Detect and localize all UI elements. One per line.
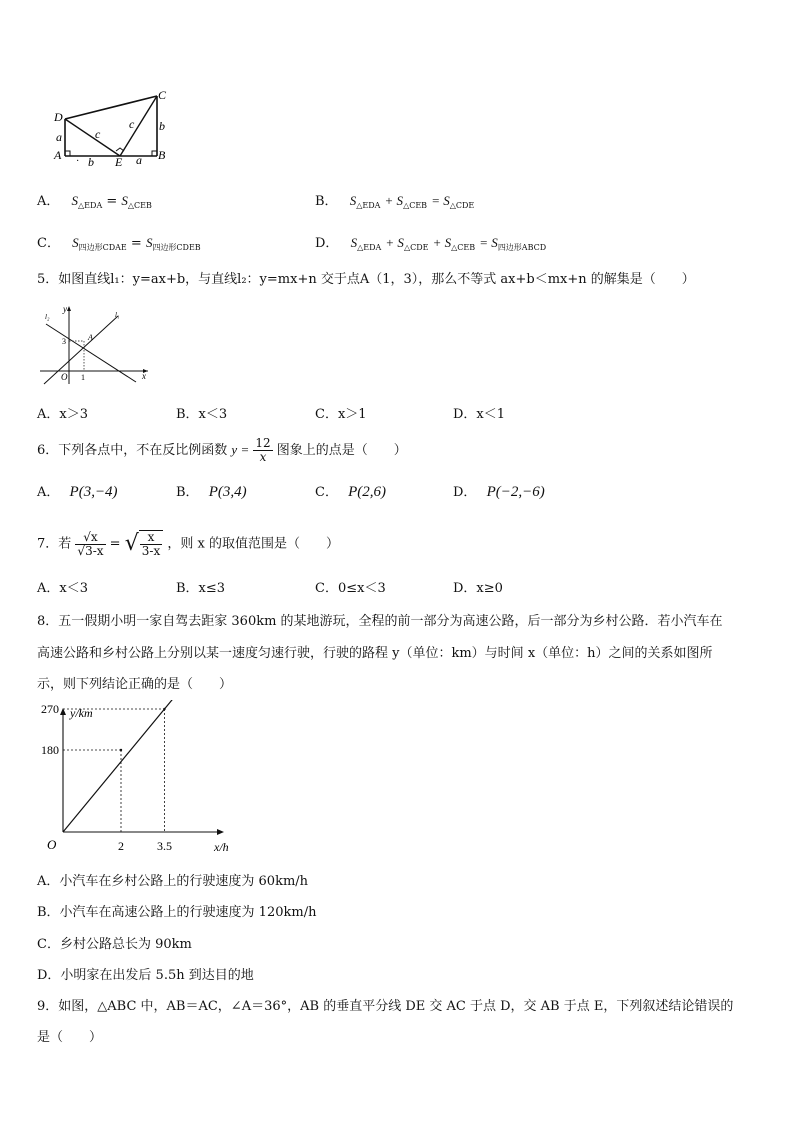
- q6-option-c[interactable]: C． P(2,6): [315, 484, 386, 500]
- q7-stem: 7．若 $\frac{√x}{√3-x}$ = √ $\frac{x}{3-x}$ ，则 x 的取值范围是（ ）: [37, 529, 339, 558]
- label-dot: ·: [76, 156, 80, 167]
- q4-option-d[interactable]: D． $S_{\triangle EDA} + S_{\triangle CDE} + S_{\triangle CEB} = S_{四边形ABCD}$: [315, 235, 547, 252]
- label-A: A: [54, 148, 62, 162]
- q6-option-b[interactable]: B． P(3,4): [176, 484, 247, 500]
- q5-l2: l₂: [45, 313, 50, 321]
- label-a-bottom: a: [136, 153, 142, 167]
- y-tick-label-1: 180: [41, 743, 59, 757]
- x-axis-arrow: [217, 829, 224, 835]
- q5-origin: O: [61, 372, 68, 382]
- q6-option-a[interactable]: A． P(3,−4): [37, 484, 118, 500]
- y-tick-label-2: 270: [41, 702, 59, 716]
- x-tick-label-1: 2: [118, 839, 124, 853]
- q8-option-b[interactable]: B．小汽车在高速公路上的行驶速度为 120km/h: [37, 905, 317, 920]
- q6-stem: 6．下列各点中，不在反比例函数 y = $\frac{12}{x}$ 图象上的点是（ ）: [37, 436, 407, 464]
- q9-line1: 9．如图，△ABC 中，AB＝AC，∠A＝36°，AB 的垂直平分线 DE 交 AC 于点 D，交 AB 于点 E，下列叙述结论错误的: [37, 999, 734, 1014]
- q8-distance-time-chart: [32, 700, 242, 860]
- q7-option-d[interactable]: D．x≥0: [453, 581, 503, 596]
- q5-tick-1: 1: [81, 373, 85, 382]
- q6-fraction: $\frac{12}{x}$: [255, 436, 271, 464]
- q4-option-a[interactable]: A． $S_{\triangle EDA} = S_{\triangle CEB}$: [37, 193, 152, 210]
- q5-stem: 5．如图直线l₁：y=ax+b，与直线l₂：y=mx+n 交于点A（1，3），那么不等式 ax+b＜mx+n 的解集是（ ）: [37, 272, 695, 287]
- label-a-left: a: [56, 130, 62, 144]
- label-E: E: [115, 155, 123, 168]
- q7-option-b[interactable]: B．x≤3: [176, 581, 226, 596]
- q5-axis-x: x: [142, 371, 146, 381]
- label-b-right: b: [159, 119, 165, 133]
- label-B: B: [158, 148, 166, 162]
- q5-axis-y: y: [63, 304, 67, 314]
- q8-line1: 8．五一假期小明一家自驾去距家 360km 的某地游玩，全程的前一部分为高速公路，后一部分为乡村公路．若小汽车在: [37, 614, 723, 629]
- label-c-left: c: [95, 127, 101, 141]
- q5-point-A: A: [88, 333, 93, 342]
- q8-option-a[interactable]: A．小汽车在乡村公路上的行驶速度为 60km/h: [37, 874, 309, 889]
- label-C: C: [158, 88, 167, 102]
- q8-option-c[interactable]: C．乡村公路总长为 90km: [37, 937, 192, 952]
- data-point-1: [120, 749, 122, 751]
- y-axis-label: y/km: [70, 706, 93, 720]
- x-tick-label-2: 3.5: [157, 839, 172, 853]
- q9-line2: 是（ ）: [37, 1030, 103, 1045]
- origin-label: O: [47, 837, 57, 852]
- q5-tick-3: 3: [62, 337, 66, 346]
- q5-lines-figure: [40, 304, 152, 386]
- q8-line3: 示，则下列结论正确的是（ ）: [37, 677, 233, 692]
- q5-l1: l₁: [115, 311, 120, 319]
- q8-option-d[interactable]: D．小明家在出发后 5.5h 到达目的地: [37, 968, 254, 983]
- q7-left-fraction: $\frac{√x}{√3-x}$: [77, 529, 104, 558]
- q7-option-a[interactable]: A．x＜3: [37, 581, 88, 596]
- label-D: D: [54, 110, 63, 124]
- q5-option-b[interactable]: B．x＜3: [176, 407, 228, 422]
- x-axis-label: x/h: [214, 840, 229, 854]
- q6-option-d[interactable]: D． P(−2,−6): [453, 484, 545, 500]
- label-c-right: c: [129, 117, 135, 131]
- label-b-bottom: b: [88, 155, 94, 168]
- q7-option-c[interactable]: C．0≤x＜3: [315, 581, 386, 596]
- q4-option-c[interactable]: C． $S_{四边形CDAE} = S_{四边形CDEB}$: [37, 235, 201, 252]
- q5-option-d[interactable]: D．x＜1: [453, 407, 506, 422]
- q5-option-a[interactable]: A．x＞3: [37, 407, 88, 422]
- q5-option-c[interactable]: C．x＞1: [315, 407, 367, 422]
- q4-option-b[interactable]: B． $S_{\triangle EDA} + S_{\triangle CEB} = S_{\triangle CDE}$: [315, 193, 475, 210]
- q7-right-fraction: $\frac{x}{3-x}$: [139, 530, 163, 558]
- trapezoid-figure: [52, 88, 172, 168]
- q8-line2: 高速公路和乡村公路上分别以某一速度匀速行驶，行驶的路程 y（单位：km）与时间 x（单位：h）之间的关系如图所: [37, 646, 713, 661]
- data-point-2: [163, 708, 165, 710]
